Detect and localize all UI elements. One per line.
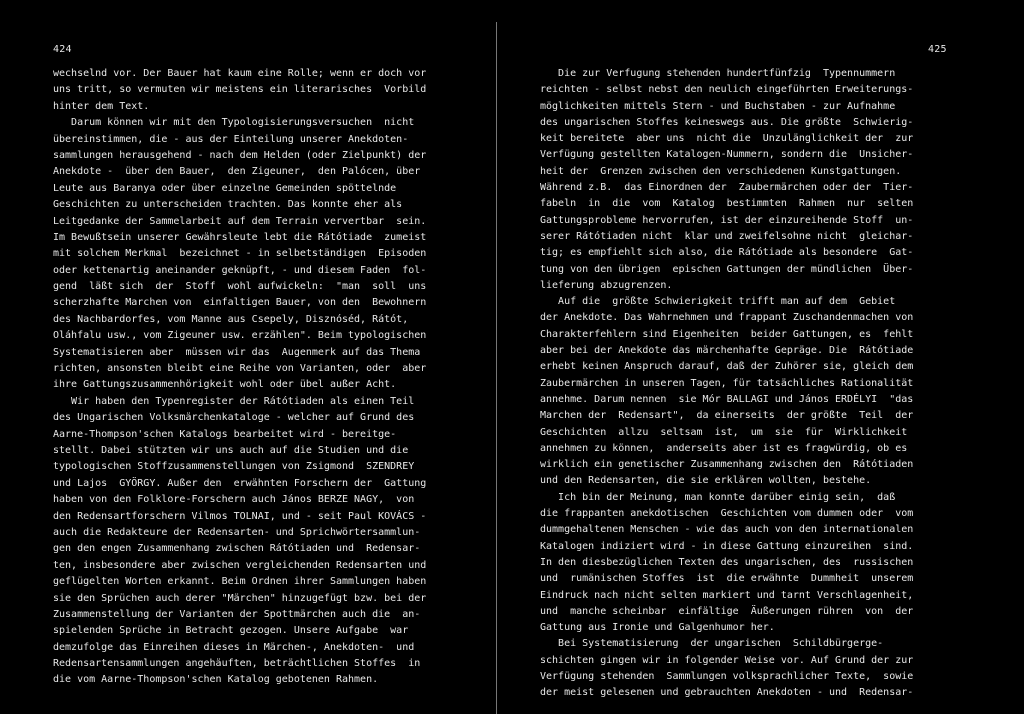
text-line: Aarne-Thompson'schen Katalogs bearbeitet wird - bereitge- bbox=[53, 428, 397, 440]
text-line: auch die Redakteure der Redensarten- und Sprichwörtersammlun- bbox=[53, 526, 421, 538]
text-line: Verfügung stehenden Sammlungen volksprachlicher Texte, sowie bbox=[540, 670, 914, 682]
text-line: die vom Aarne-Thompson'schen Katalog gebotenen Rahmen. bbox=[53, 674, 379, 686]
text-line: hinter dem Text. bbox=[53, 100, 150, 112]
text-line: Anekdote - über den Bauer, den Zigeuner, den Palócen, über bbox=[53, 166, 421, 178]
text-line: des Ungarischen Volksmärchenkataloge - welcher auf Grund des bbox=[53, 412, 415, 424]
text-line: keit bereitete aber uns nicht die Unzulänglichkeit der zur bbox=[540, 133, 914, 145]
text-line: sammlungen herausgehend - nach dem Helden (oder Zielpunkt) der bbox=[53, 149, 427, 161]
text-line: ihre Gattungszusammenhörigkeit wohl oder übel außer Acht. bbox=[53, 379, 397, 391]
text-line: demzufolge das Einreihen dieses in Märchen-, Anekdoten- und bbox=[53, 641, 415, 653]
text-line: und rumänischen Stoffes ist die erwähnte Dummheit unserem bbox=[540, 573, 914, 585]
text-line: lieferung abzugrenzen. bbox=[540, 279, 673, 291]
text-line: Auf die größte Schwierigkeit trifft man auf dem Gebiet bbox=[540, 296, 896, 308]
text-line: Verfügung gestellten Katalogen-Nummern, sondern die Unsicher- bbox=[540, 149, 914, 161]
text-line: und Lajos GYÖRGY. Außer den erwähnten Forschern der Gattung bbox=[53, 477, 427, 489]
text-line: dummgehaltenen Menschen - wie das auch von den internationalen bbox=[540, 524, 914, 536]
text-line: des Nachbardorfes, vom Manne aus Csepely, Disznóséd, Rátót, bbox=[53, 313, 409, 325]
text-line: typologischen Stoffzusammenstellungen von Zsigmond SZENDREY bbox=[53, 461, 415, 473]
text-line: uns tritt, so vermuten wir meistens ein literarisches Vorbild bbox=[53, 84, 427, 96]
text-line: aber bei der Anekdote das märchenhafte Gepräge. Die Rátótiade bbox=[540, 345, 914, 357]
text-line: gen den engen Zusammenhang zwischen Rátótiaden und Redensar- bbox=[53, 543, 421, 555]
text-line: annehme. Darum nennen sie Mór BALLAGI und János ERDÉLYI "das bbox=[540, 393, 914, 405]
text-line: der meist gelesenen und gebrauchten Anekdoten - und Redensar- bbox=[540, 687, 914, 699]
text-line: tig; es empfiehlt sich also, die Rátótiade als besondere Gat- bbox=[540, 247, 914, 259]
text-line: der Anekdote. Das Wahrnehmen und frappant Zuschandenmachen von bbox=[540, 312, 914, 324]
text-line: Marchen der Redensart", da einerseits der größte Teil der bbox=[540, 410, 914, 422]
text-line: geflügelten Worten erkannt. Beim Ordnen ihrer Sammlungen haben bbox=[53, 576, 427, 588]
text-line: scherzhafte Marchen von einfaltigen Bauer, von den Bewohnern bbox=[53, 297, 427, 309]
text-line: wirklich ein genetischer Zusammenhang zwischen den Rátótiaden bbox=[540, 459, 914, 471]
text-line: Geschichten allzu seltsam ist, um sie für Wirklichkeit bbox=[540, 426, 908, 438]
text-line: erhebt keinen Anspruch darauf, daß der Zuhörer sie, gleich dem bbox=[540, 361, 914, 373]
text-line: Redensartensammlungen angehäuften, beträchtlichen Stoffes in bbox=[53, 658, 421, 670]
text-line: Während z.B. das Einordnen der Zaubermärchen oder der Tier- bbox=[540, 182, 914, 194]
book-gutter bbox=[496, 22, 497, 714]
text-line: annehmen zu können, anderseits aber ist es fragwürdig, ob es bbox=[540, 442, 908, 454]
text-line: Leitgedanke der Sammelarbeit auf dem Terrain ververtbar sein. bbox=[53, 215, 427, 227]
left-page bbox=[0, 0, 498, 714]
text-line: Wir haben den Typenregister der Rátótiaden als einen Teil bbox=[53, 395, 415, 407]
text-line: stellt. Dabei stützten wir uns auch auf die Studien und die bbox=[53, 444, 409, 456]
text-line: Oláhfalu usw., vom Zigeuner usw. erzählen". Beim typologischen bbox=[53, 330, 427, 342]
text-line: und manche scheinbar einfältige Äußerungen rühren von der bbox=[540, 605, 914, 617]
text-line: den Redensartforschern Vilmos TOLNAI, und - seit Paul KOVÁCS - bbox=[53, 510, 427, 522]
text-line: richten, ansonsten bleibt eine Reihe von Varianten, oder aber bbox=[53, 363, 427, 375]
text-line: fabeln in die vom Katalog bestimmten Rahmen nur selten bbox=[540, 198, 914, 210]
right-page-text bbox=[540, 66, 948, 702]
text-line: spielenden Sprüche in Betracht gezogen. Unsere Aufgabe war bbox=[53, 625, 409, 637]
page-number: 424 bbox=[53, 44, 72, 55]
text-line: Geschichten zu unterscheiden trachten. Das konnte eher als bbox=[53, 199, 403, 211]
text-line: schichten gingen wir in folgender Weise vor. Auf Grund der zur bbox=[540, 654, 914, 666]
text-line: Bei Systematisierung der ungarischen Schildbürgerge- bbox=[540, 638, 884, 650]
text-line: Zaubermärchen in unseren Tagen, für tatsächliches Rationalität bbox=[540, 377, 914, 389]
text-line: heit der Grenzen zwischen den verschiedenen Kunstgattungen. bbox=[540, 165, 902, 177]
text-line: Zusammenstellung der Varianten der Spottmärchen auch die an- bbox=[53, 608, 421, 620]
text-line: serer Rátótiaden nicht klar und zweifelsohne nicht gleichar- bbox=[540, 230, 914, 242]
page-number: 425 bbox=[928, 44, 947, 55]
text-line: sie den Sprüchen auch derer "Märchen" hinzugefügt bzw. bei der bbox=[53, 592, 427, 604]
text-line: mit solchem Merkmal bezeichnet - in selbetständigen Episoden bbox=[53, 248, 427, 260]
text-line: Charakterfehlern sind Eigenheiten beider Gattungen, es fehlt bbox=[540, 328, 914, 340]
text-line: Ich bin der Meinung, man konnte darüber einig sein, daß bbox=[540, 491, 896, 503]
text-line: In den diesbezüglichen Texten des ungarischen, des russischen bbox=[540, 556, 914, 568]
text-line: und den Redensarten, die sie erklären wollten, bestehe. bbox=[540, 475, 872, 487]
text-line: möglichkeiten mittels Stern - und Buchstaben - zur Aufnahme bbox=[540, 100, 896, 112]
text-line: Im Bewußtsein unserer Gewährsleute lebt die Rátótiade zumeist bbox=[53, 231, 427, 243]
text-line: Darum können wir mit den Typologisierungsversuchen nicht bbox=[53, 117, 415, 129]
text-line: die frappanten anekdotischen Geschichten vom dummen oder vom bbox=[540, 508, 914, 520]
text-line: wechselnd vor. Der Bauer hat kaum eine Rolle; wenn er doch vor bbox=[53, 68, 427, 79]
text-line: haben von den Folklore-Forschern auch János BERZE NAGY, von bbox=[53, 494, 415, 506]
text-line: Leute aus Baranya oder über einzelne Gemeinden spöttelnde bbox=[53, 182, 397, 194]
text-line: Gattung aus Ironie und Galgenhumor her. bbox=[540, 622, 775, 634]
text-line: Gattungsprobleme hervorrufen, ist der einzureihende Stoff un- bbox=[540, 214, 914, 226]
text-line: oder kettenartig aneinander geknüpft, - und diesem Faden fol- bbox=[53, 264, 427, 276]
text-line: übereinstimmen, die - aus der Einteilung unserer Anekdoten- bbox=[53, 133, 409, 145]
text-line: ten, insbesondere aber zwischen vergleichenden Redensarten und bbox=[53, 559, 427, 571]
text-line: des ungarischen Stoffes keineswegs aus. Die größte Schwierig- bbox=[540, 116, 914, 128]
text-line: tung von den übrigen epischen Gattungen der mündlichen Über- bbox=[540, 263, 914, 275]
text-line: Eindruck nach nicht selten markiert und tarnt Verschlagenheit, bbox=[540, 589, 914, 601]
text-line: Systematisieren aber müssen wir das Augenmerk auf das Thema bbox=[53, 346, 421, 358]
left-page-text bbox=[53, 66, 451, 689]
text-line: gend läßt sich der Stoff wohl aufwickeln: "man soll uns bbox=[53, 281, 427, 293]
text-line: Die zur Verfugung stehenden hundertfünfzig Typennummern bbox=[540, 68, 896, 79]
text-line: Katalogen indiziert wird - in diese Gattung einzureihen sind. bbox=[540, 540, 914, 552]
text-line: reichten - selbst nebst den neulich eingeführten Erweiterungs- bbox=[540, 84, 914, 96]
right-page bbox=[500, 0, 1024, 714]
